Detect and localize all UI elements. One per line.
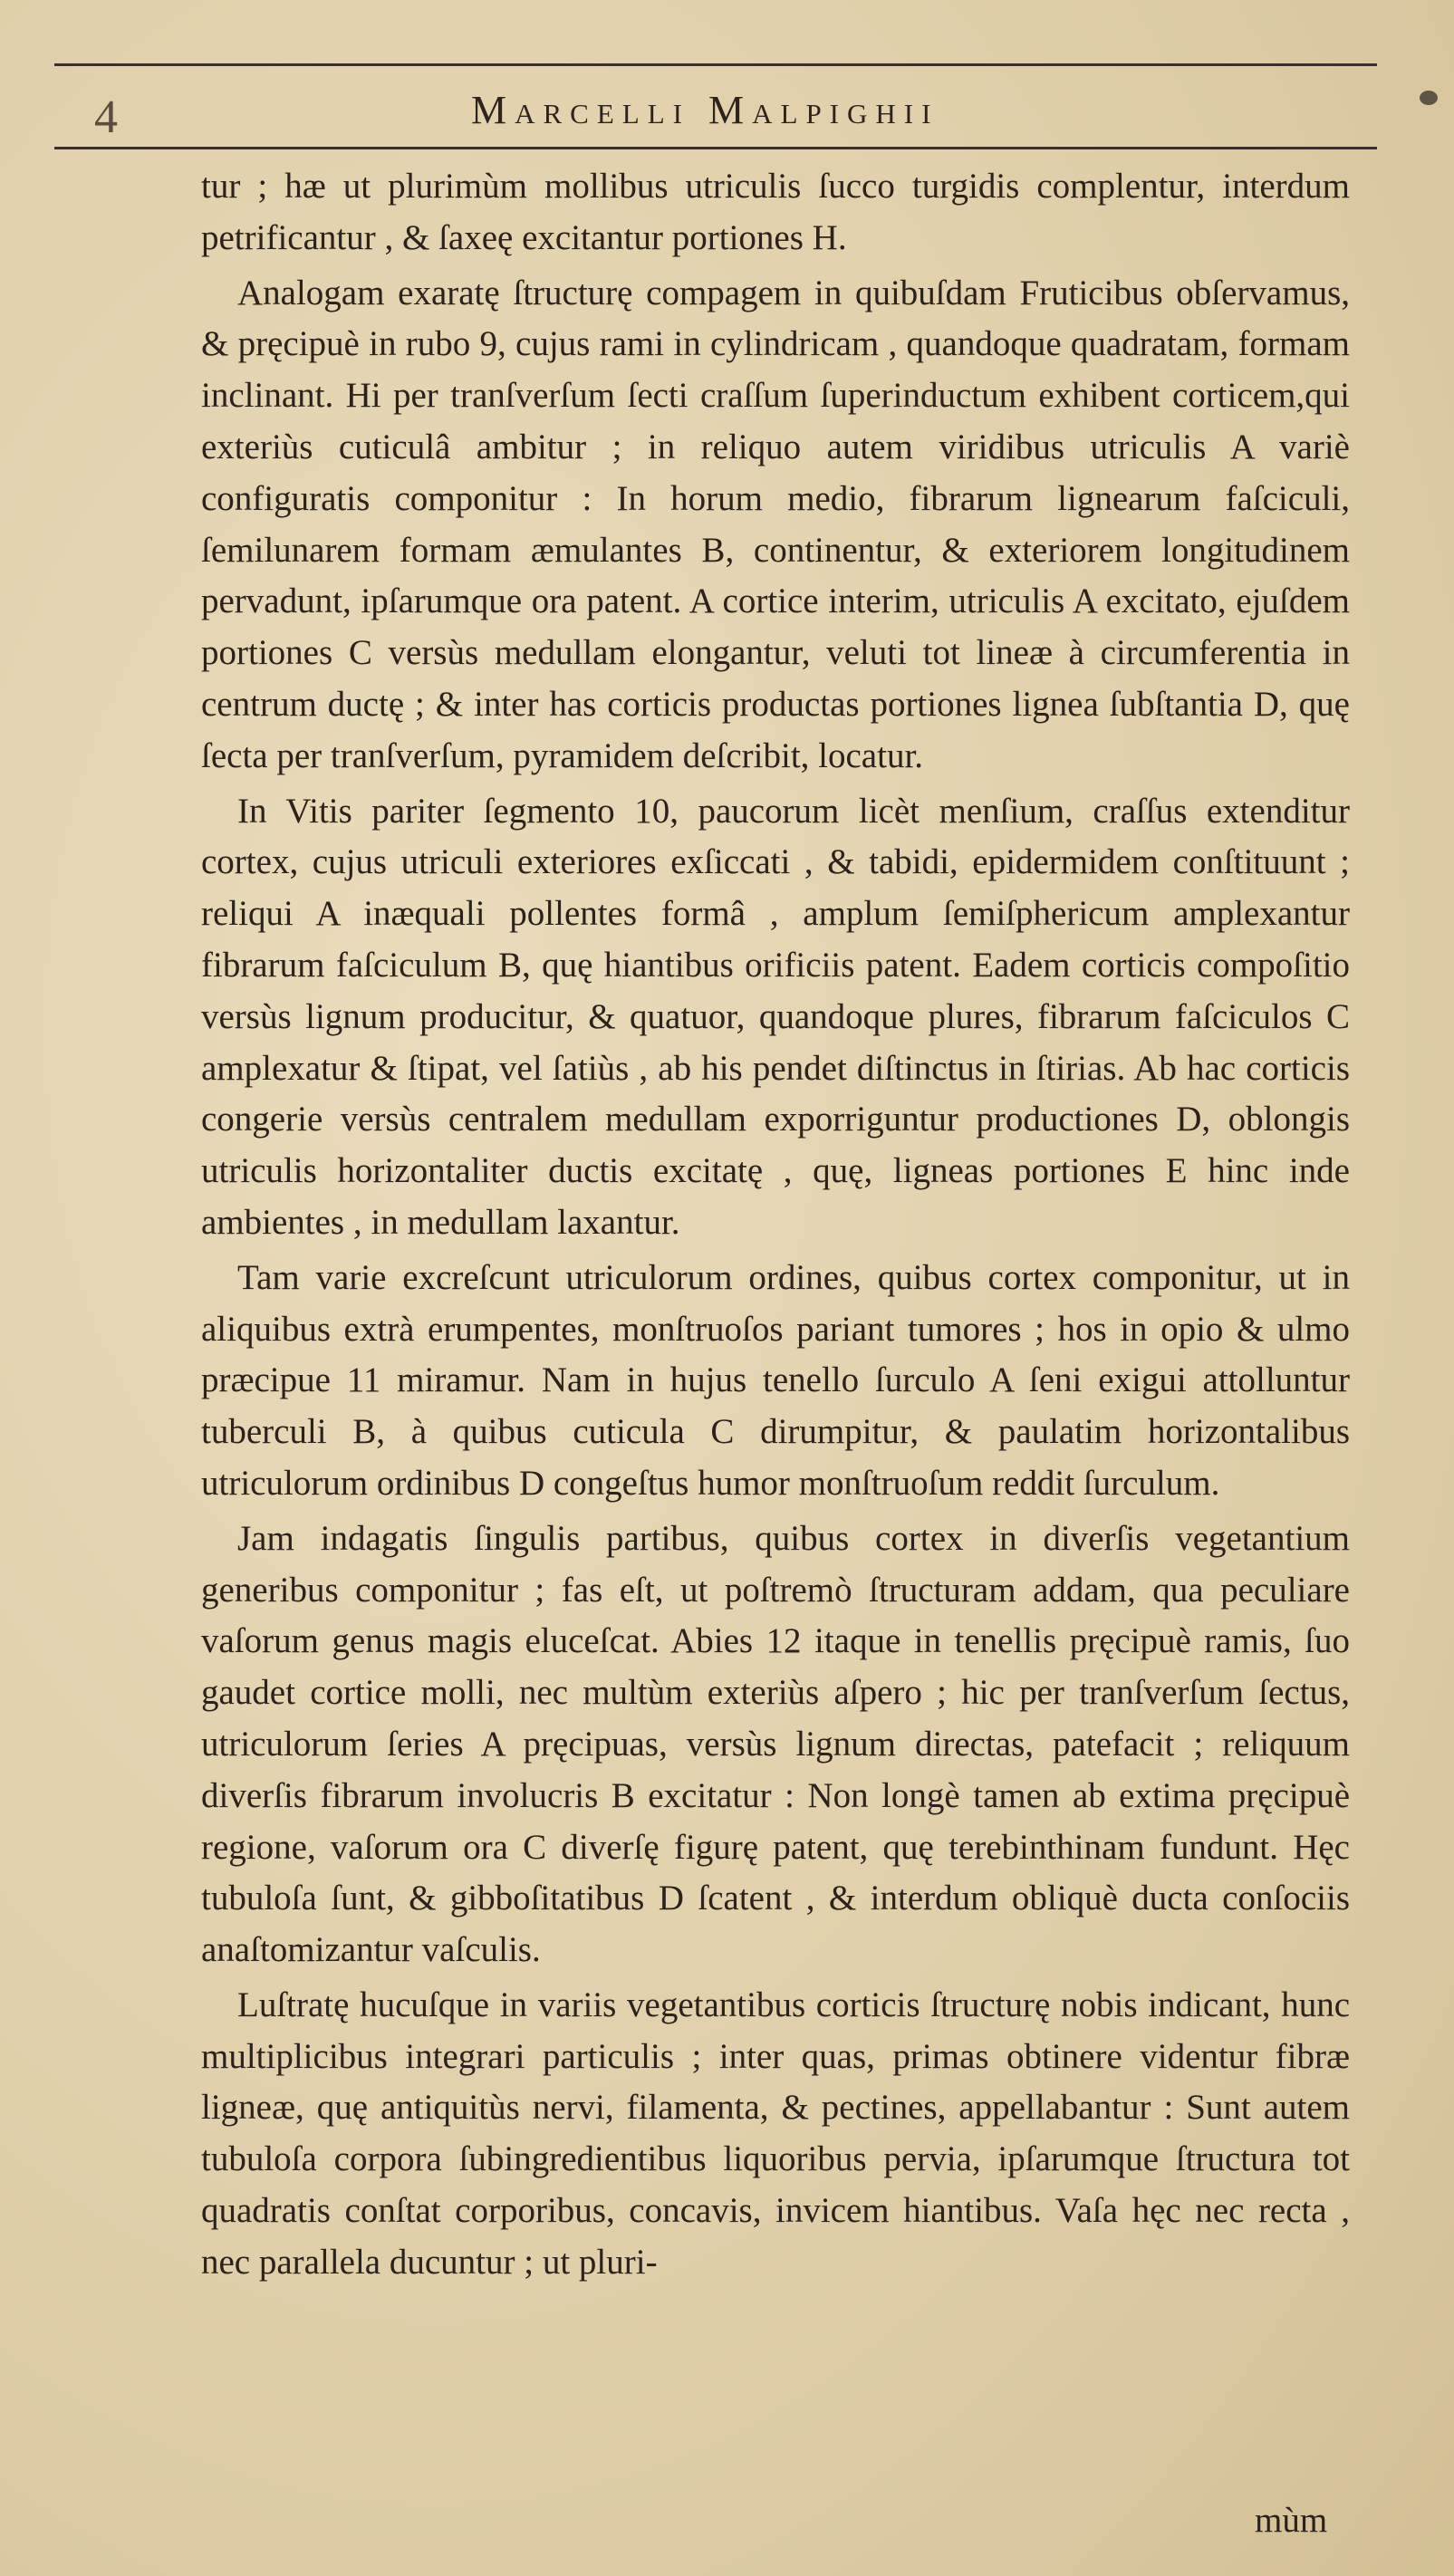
paragraph-6: Luſtratę hucuſque in variis vegetantibus corticis ſtructurę nobis indicant, hunc multiplicibus integrari particulis ; inter quas, primas obtinere videntur fibræ ligneæ, quę antiquitùs nervi, filamenta, & pectines, appellabantur : Sunt autem tubuloſa corpora ſubingredientibus liquoribus pervia, ipſarumque ſtructura tot quadratis conſtat corporibus, concavis, invicem hiantibus. Vaſa hęc nec recta , nec parallela ducuntur ; ut pluri- bbox=[201, 1985, 1350, 2282]
header-rule-top bbox=[54, 63, 1377, 66]
ink-stain bbox=[1420, 91, 1438, 105]
body-text bbox=[201, 161, 1350, 2292]
paragraph-5: Jam indagatis ſingulis partibus, quibus cortex in diverſis vegetantium generibus componitur ; fas eſt, ut poſtremò ſtructuram addam, qua peculiare vaſorum genus magis eluceſcat. Abies 12 itaque in tenellis pręcipuè ramis, ſuo gaudet cortice molli, nec multùm exteriùs aſpero ; hic per tranſverſum ſectus, utriculorum ſeries A pręcipuas, versùs lignum directas, patefacit ; reliquum diverſis fibrarum involucris B excitatur : Non longè tamen ab extima pręcipuè regione, vaſorum ora C diverſę figurę patent, quę terebinthinam fundunt. Hęc tubuloſa ſunt, & gibboſitatibus D ſcatent , & interdum obliquè ducta conſociis anaſtomizantur vaſculis. bbox=[201, 1518, 1350, 1970]
catchword: mùm bbox=[1255, 2501, 1328, 2540]
header-rule-bottom bbox=[54, 147, 1377, 149]
paragraph-3: In Vitis pariter ſegmento 10, paucorum licèt menſium, craſſus extenditur cortex, cujus utriculi exteriores exſiccati , & tabidi, epidermidem conſtituunt ; reliqui A inæquali pollentes formâ , amplum ſemiſphericum amplexantur fibrarum faſciculum B, quę hiantibus orificiis patent. Eadem corticis compoſitio versùs lignum producitur, & quatuor, quandoque plures, fibrarum faſciculos C amplexatur & ſtipat, vel ſatiùs , ab his pendet diſtinctus in ſtirias. Ab hac corticis congerie versùs centralem medullam exporriguntur productiones D, oblongis utriculis horizontaliter ductis excitatę , quę, ligneas portiones E hinc inde ambientes , in medullam laxantur. bbox=[201, 791, 1350, 1242]
running-title: Marcelli Malpighii bbox=[471, 88, 939, 132]
paragraph-1: tur ; hæ ut plurimùm mollibus utriculis ſucco turgidis complentur, interdum petrificantur , & ſaxeę excitantur portiones H. bbox=[201, 167, 1350, 257]
paragraph-2: Analogam exaratę ſtructurę compagem in quibuſdam Fruticibus obſervamus, & pręcipuè in rubo 9, cujus rami in cylindricam , quandoque quadratam, formam inclinant. Hi per tranſverſum ſecti craſſum ſuperinductum exhibent corticem,qui exteriùs cuticulâ ambitur ; in reliquo autem viridibus utriculis A variè configuratis componitur : In horum medio, fibrarum lignearum faſciculi, ſemilunarem formam æmulantes B, continentur, & exteriorem longitudinem pervadunt, ipſarumque ora patent. A cortice interim, utriculis A excitato, ejuſdem portiones C versùs medullam elongantur, veluti tot lineæ à circumferentia in centrum ductę ; & inter has corticis productas portiones lignea ſubſtantia D, quę ſecta per tranſverſum, pyramidem deſcribit, locatur. bbox=[201, 273, 1350, 775]
paragraph-4: Tam varie excreſcunt utriculorum ordines, quibus cortex componitur, ut in aliquibus extrà erumpentes, monſtruoſos pariant tumores ; hos in opio & ulmo præcipue 11 miramur. Nam in hujus tenello ſurculo A ſeni exigui attolluntur tuberculi B, à quibus cuticula C dirumpitur, & paulatim horizontalibus utriculorum ordinibus D congeſtus humor monſtruoſum reddit ſurculum. bbox=[201, 1257, 1350, 1503]
page-number: 4 bbox=[94, 91, 119, 143]
